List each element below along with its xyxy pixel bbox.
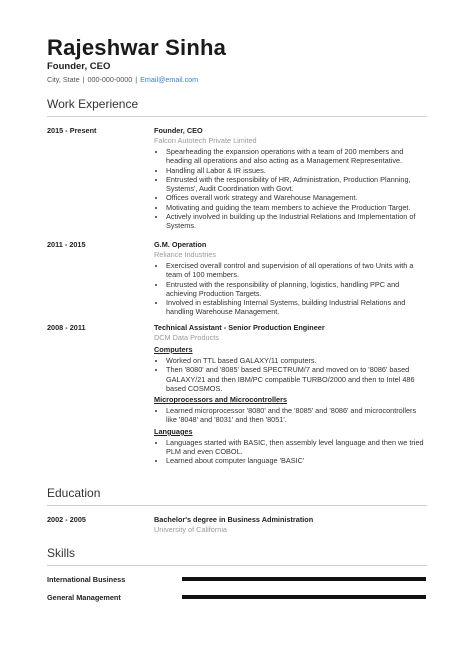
skill-level-fill xyxy=(182,577,426,581)
entry-date: 2015 - Present xyxy=(47,126,97,135)
skill-name: International Business xyxy=(47,575,126,584)
entry-content xyxy=(154,323,427,466)
skill-level-bar xyxy=(182,577,426,581)
bullet-list xyxy=(154,147,427,231)
list-item: • Exercised overall control and supervision of all operations of two Units with a team of 100 members. xyxy=(166,261,427,280)
list-item: • Spearheading the expansion operations with a team of 200 members and heading all operations and also acting as a Management Representative. xyxy=(166,147,427,166)
skill-level-bar xyxy=(182,595,426,599)
list-item: • Handling all Labor & IR issues. xyxy=(166,166,427,175)
bullet-list xyxy=(154,261,427,317)
candidate-name: Rajeshwar Sinha xyxy=(47,35,227,60)
bullet-list xyxy=(154,356,427,393)
entry-date: 2011 - 2015 xyxy=(47,240,86,249)
entry-role: G.M. Operation xyxy=(154,240,207,249)
section-divider xyxy=(47,505,427,506)
entry-content xyxy=(154,515,427,535)
location: City, State xyxy=(47,75,80,84)
entry-date: 2002 - 2005 xyxy=(47,515,86,524)
entry-role: Founder, CEO xyxy=(154,126,203,135)
section-divider xyxy=(47,565,427,566)
degree: Bachelor's degree in Business Administration xyxy=(154,515,314,524)
email-link[interactable]: Email@email.com xyxy=(140,75,199,84)
list-item: • Entrusted with the responsibility of HR, Administration, Production Planning, Systems', Audit Coordination with Govt. xyxy=(166,175,427,194)
list-item: • Entrusted with the responsibility of planning, logistics, handling PPC and achieving Production Targets. xyxy=(166,280,427,299)
list-item: • Languages started with BASIC, then assembly level language and then we tried PLM and even COBOL. xyxy=(166,438,427,457)
entry-content xyxy=(154,240,427,317)
list-item: • Motivating and guiding the team members to achieve the Production Target. xyxy=(166,203,427,212)
contact-line xyxy=(47,75,198,84)
section-divider xyxy=(47,116,427,117)
entry-company: DCM Data Products xyxy=(154,333,219,342)
entry-company: Falcon Autotech Private Limited xyxy=(154,136,257,145)
work-experience-heading: Work Experience xyxy=(47,97,139,111)
entry-content xyxy=(154,126,427,231)
list-item: • Offices overall work strategy and Warehouse Management. xyxy=(166,193,427,202)
entry-date: 2008 - 2011 xyxy=(47,323,86,332)
list-item: • Then '8080' and '8085' based SPECTRUM/7 and moved on to '8086' based GALAXY/21 and then IBM/PC compatible TURBO/2000 and then to Intel 486 based COSMOS. xyxy=(166,365,427,393)
contact-separator: | xyxy=(82,75,85,84)
subsection-heading: Microprocessors and Microcontrollers xyxy=(154,395,288,405)
entry-role: Technical Assistant - Senior Production Engineer xyxy=(154,323,325,332)
list-item: • Worked on TTL based GALAXY/11 computers. xyxy=(166,356,427,365)
bullet-list xyxy=(154,406,427,425)
school: University of California xyxy=(154,525,227,534)
candidate-title: Founder, CEO xyxy=(47,61,111,72)
bullet-list xyxy=(154,438,427,466)
list-item: • Involved in establishing Internal Systems, building Industrial Relations and handling Warehouse Management. xyxy=(166,298,427,317)
list-item: • Learned about computer language 'BASIC' xyxy=(166,456,427,465)
skill-level-fill xyxy=(182,595,426,599)
entry-company: Reliance Industries xyxy=(154,250,217,259)
phone: 000-000-0000 xyxy=(87,75,133,84)
skill-name: General Management xyxy=(47,593,121,602)
contact-separator: | xyxy=(135,75,138,84)
subsection-heading: Computers xyxy=(154,345,193,354)
list-item: • Learned microprocessor '8080' and the '8085' and '8086' and microcontrollers like '8048' and '8031' and then '8051'. xyxy=(166,406,427,425)
skills-heading: Skills xyxy=(47,546,76,560)
subsection-heading: Languages xyxy=(154,426,193,436)
list-item: • Actively involved in building up the Industrial Relations and Implementation of Systems. xyxy=(166,212,427,231)
education-heading: Education xyxy=(47,486,101,500)
